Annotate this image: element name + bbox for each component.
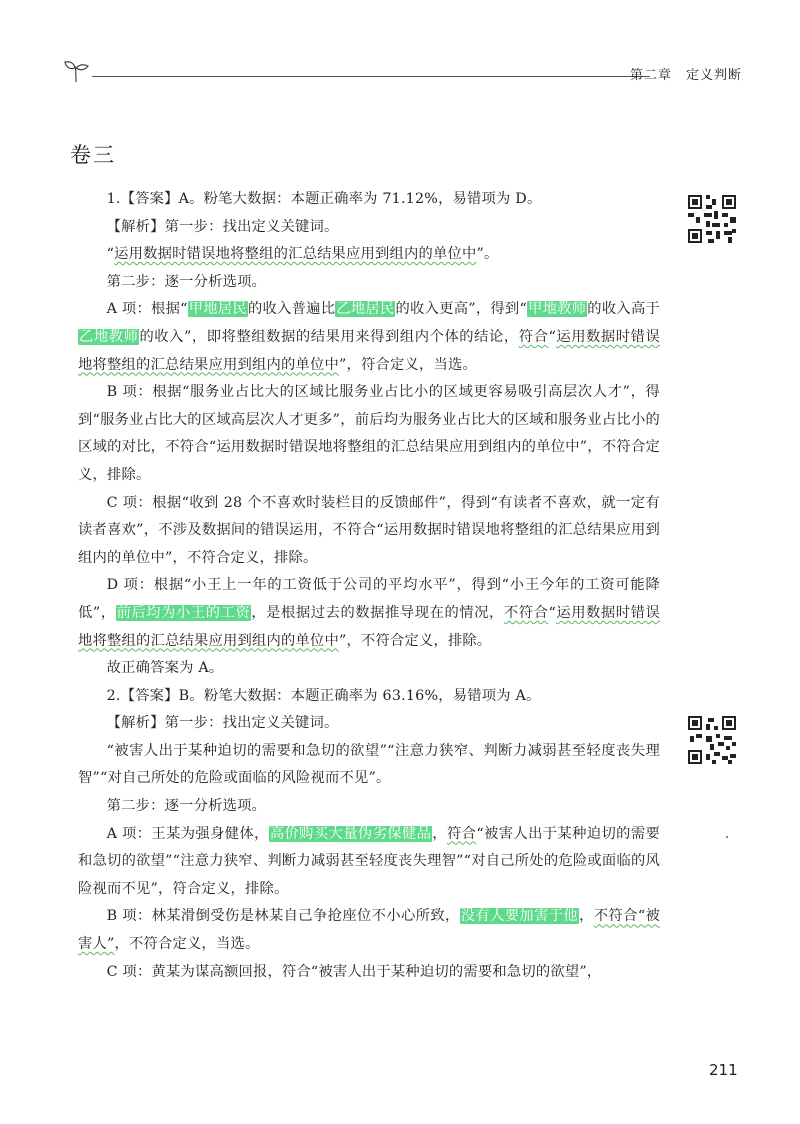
highlight: 没有人要加害于他: [460, 908, 579, 925]
text-segment: D 项：根据“小王上一年的工资低于公司的平均水平”，得到“小王今年的工资可能降低”，: [78, 577, 660, 621]
text-segment: 的收入高于: [587, 301, 660, 318]
quote-close: ”。: [476, 246, 499, 263]
underlined-text: 不符合: [503, 604, 549, 621]
underlined-text: 不符合“被害人”: [78, 908, 660, 953]
q2-option-c: C 项：黄某为谋高额回报，符合“被害人出于某种迫切的需要和急切的欲望”，: [106, 963, 602, 980]
q2-keyword-line: “被害人出于某种迫切的需要和急切的欲望”“注意力狭窄、判断力减弱甚至轻度丧失理智”“对自己所处的危险或面临的风险视而不见”。: [78, 742, 660, 787]
text-segment: 的收入更高”，得到“: [395, 301, 527, 318]
text-segment: 的收入”，即将整组数据的结果用来得到组内个体的结论，: [139, 328, 519, 345]
highlight: 甲地教师: [528, 301, 587, 318]
text-segment: ，: [579, 908, 594, 925]
highlight: 高价购买大量伪劣保健品: [269, 825, 432, 842]
highlight: 乙地教师: [79, 328, 139, 345]
text-segment: ，: [432, 825, 447, 842]
q1-option-b: B 项：根据“服务业占比大的区域比服务业占比小的区域更容易吸引高层次人才”，得到“服务业占比大的区域高层次人才更多”，前后均为服务业占比大的区域和服务业占比小的区域的对比，不符合“运用数据时错误地将整组的汇总结果应用到组内的单位中”，不符合定义，排除。: [78, 384, 660, 483]
underlined-text: 运用数据时错误地将整组的汇总结果应用到组内的单位中: [78, 328, 660, 373]
chapter-title: 定义判断: [685, 68, 742, 83]
text-segment: ”，符合定义，当选。: [338, 356, 477, 373]
q1-option-a: [78, 296, 660, 379]
underlined-text: 符合: [446, 825, 477, 842]
q2-analysis-heading: 【解析】第一步：找出定义关键词。: [106, 715, 339, 732]
page-header: [62, 56, 742, 84]
highlight: 乙地居民: [336, 301, 395, 318]
q1-option-c: C 项：根据“收到 28 个不喜欢时装栏目的反馈邮件”，得到“有读者不喜欢，就一定有读者喜欢”，不涉及数据间的错误运用，不符合“运用数据时错误地将整组的汇总结果应用到组内的单位中”，不符合定义，排除。: [78, 494, 660, 566]
q1-keyword: 运用数据时错误地将整组的汇总结果应用到组内的单位中: [114, 246, 477, 263]
section-title: 卷三: [70, 143, 116, 167]
q1-step2: 第二步：逐一分析选项。: [106, 273, 267, 290]
qr-code-icon: [686, 193, 738, 245]
page-number: 211: [709, 1061, 738, 1079]
qr-code-icon: [686, 714, 738, 766]
q1-answer-line: [78, 186, 660, 214]
q1-analysis-heading: 【解析】第一步：找出定义关键词。: [106, 218, 339, 235]
text-segment: ，是根据过去的数据推导现在的情况，: [251, 604, 504, 621]
text-segment: A 项：王某为强身健体，: [106, 825, 269, 842]
header-rule: [92, 76, 650, 77]
q2-answer-line: 2.【答案】B。粉笔大数据：本题正确率为 63.16%，易错项为 A。: [106, 687, 541, 704]
text-segment: B 项：林某滑倒受伤是林某自己争抢座位不小心所致，: [106, 908, 460, 925]
text-segment: ，不符合定义，当选。: [114, 936, 260, 953]
sprout-icon: [62, 56, 92, 84]
quote-open: “: [106, 246, 115, 263]
q2-option-a: [78, 821, 660, 904]
stray-mark: [726, 836, 728, 838]
text-segment: ”，不符合定义，排除。: [338, 632, 492, 649]
highlight: 前后均为小王的工资: [116, 604, 251, 621]
q2-option-b: [78, 903, 660, 958]
highlight: 甲地居民: [188, 301, 247, 318]
q1-answer-text: 1.【答案】A。粉笔大数据：本题正确率为 71.12%，易错项为 D。: [106, 191, 542, 207]
q1-option-d: [78, 572, 660, 655]
q1-keyword-line: [78, 241, 660, 269]
text-segment: “: [548, 328, 556, 345]
text-segment: 的收入普遍比: [247, 301, 336, 318]
q1-final-answer: 故正确答案为 A。: [106, 660, 224, 677]
underlined-text: 运用数据时错误地将整组的汇总结果应用到组内的单位中: [78, 604, 660, 649]
answer-content: [78, 186, 660, 986]
text-segment: “: [548, 604, 556, 621]
chapter-label: 第二章: [629, 68, 672, 83]
chapter-heading: [630, 64, 742, 83]
underlined-text: 符合: [518, 328, 549, 345]
text-segment: “被害人出于某种迫切的需要和急切的欲望”“注意力狭窄、判断力减弱甚至轻度丧失理智”“对自己所处的危险或面临的风险视而不见”，符合定义，排除。: [78, 825, 660, 897]
text-segment: A 项：根据“: [106, 301, 188, 318]
q2-step2: 第二步：逐一分析选项。: [106, 798, 267, 815]
